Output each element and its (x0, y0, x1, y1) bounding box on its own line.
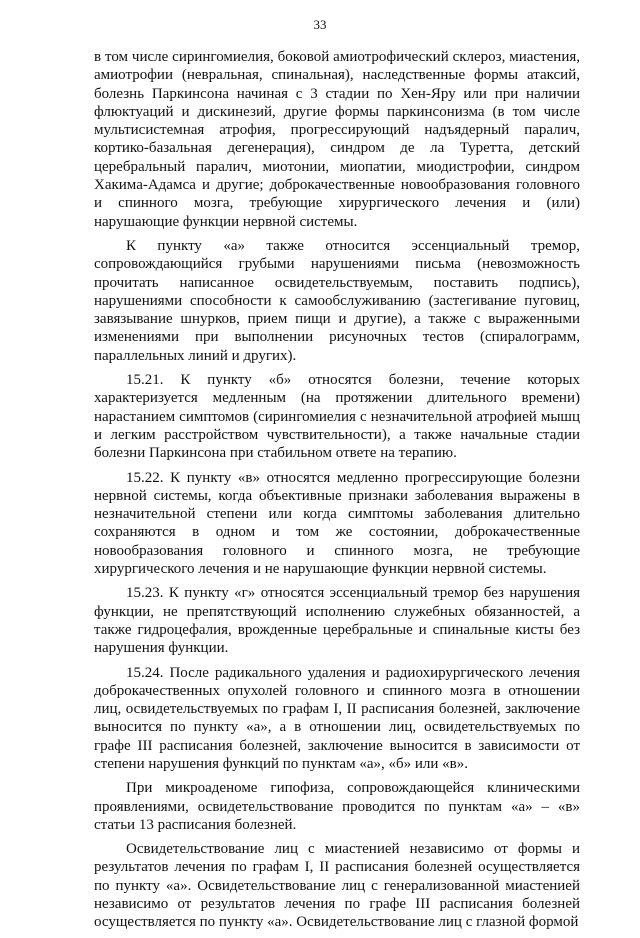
paragraph-15-23: 15.23. К пункту «г» относятся эссенциальный тремор без нарушения функции, не препятствующий исполнению служебных обязанностей, а также гидроцефалия, врожденные церебральные и спинальные кисты без нарушения функции. (94, 585, 580, 657)
paragraph-15-21: 15.21. К пункту «б» относятся болезни, течение которых характеризуется медленным (на протяжении длительного времени) нарастанием симптомов (сирингомиелия с незначительной атрофией мышц и легким расстройством чувствительности), а также начальные стадии болезни Паркинсона при стабильном ответе на терапию. (94, 372, 580, 462)
paragraph-15-24: 15.24. После радикального удаления и радиохирургического лечения доброкачественных опухолей головного и спинного мозга в отношении лиц, освидетельствуемых по графам I, II расписания болезней, заключение выносится по пункту «а», а в отношении лиц, освидетельствуемых по графе III расписания болезней, заключение выносится в зависимости от степени нарушения функций по пунктам «а», «б» или «в». (94, 664, 580, 772)
paragraph-continuation: в том числе сирингомиелия, боковой амиотрофический склероз, миастения, амиотрофии (невральная, спинальная), наследственные формы атаксий, болезнь Паркинсона начиная с 3 стадии по Хен-Яру или при наличии флюктуаций и дискинезий, другие формы паркинсонизма (в том числе мультисистемная атрофия, прогрессирующий надъядерный паралич, кортико-базальная дегенерация), синдром де ла Туретта, детский церебральный паралич, миотонии, миопатии, миодистрофии, синдром Хакима-Адамса и другие; доброкачественные новообразования головного и спинного мозга, требующие хирургического лечения и (или) нарушающие функции нервной системы. (94, 49, 580, 230)
paragraph-15-22: 15.22. К пункту «в» относятся медленно прогрессирующие болезни нервной системы, когда объективные признаки заболевания выражены в незначительной степени или когда симптомы заболевания длительно сохраняются в одном и том же состоянии, доброкачественные новообразования головного и спинного мозга, не требующие хирургического лечения и не нарушающие функции нервной системы. (94, 469, 580, 578)
document-body (94, 48, 580, 938)
paragraph-myasthenia: Освидетельствование лиц с миастенией независимо от формы и результатов лечения по графам I, II расписания болезней осуществляется по пункту «а». Освидетельствование лиц с генерализованной миастенией независимо от результатов лечения по графе III расписания болезней осуществляется по пункту «а». Освидетельствование лиц с глазной формой (94, 841, 580, 931)
paragraph-microadenoma: При микроаденоме гипофиза, сопровождающейся клиническими проявлениями, освидетельствование проводится по пунктам «а» – «в» статьи 13 расписания болезней. (94, 780, 580, 833)
page-number: 33 (313, 17, 327, 32)
paragraph-essential-tremor: К пункту «а» также относится эссенциальный тремор, сопровождающийся грубыми нарушениями письма (невозможность прочитать написанное освидетельствуемым, поставить подпись), нарушениями способности к самообслуживанию (застегивание пуговиц, завязывание шнурков, прием пищи и другие), а также с выраженными изменениями при выполнении рисуночных тестов (спиралограмм, параллельных линий и других). (94, 237, 580, 364)
